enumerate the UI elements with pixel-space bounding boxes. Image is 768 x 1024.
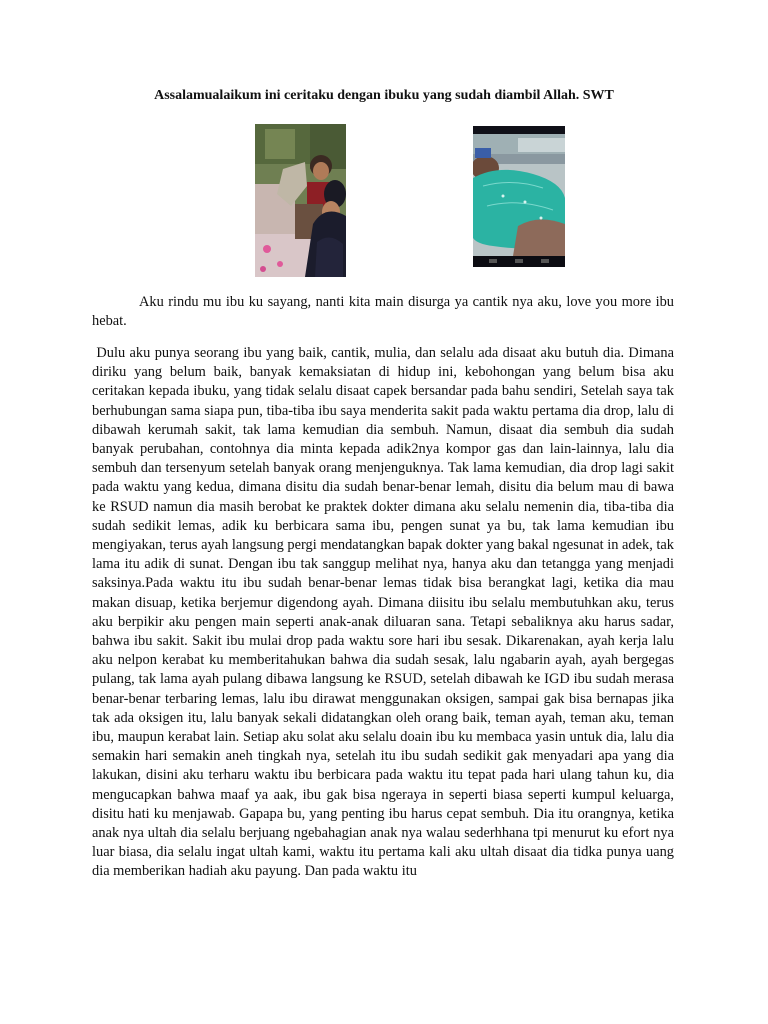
page-title: Assalamualaikum ini ceritaku dengan ibuku yang sudah diambil Allah. SWT [154,88,614,103]
photo-mother-hospital [473,126,565,267]
photo-icon [473,126,565,267]
photo-selfie-outdoors [255,124,346,277]
photo-icon [255,124,346,277]
paragraph-intro: Aku rindu mu ibu ku sayang, nanti kita main disurga ya cantik nya aku, love you more ibu hebat. [92,294,674,330]
paragraph-story: Dulu aku punya seorang ibu yang baik, cantik, mulia, dan selalu ada disaat aku butuh dia. Dimana diriku yang belum baik, banyak kemaksiatan di hidup ini, kebohongan yang belum bisa aku ceritakan kepada ibuku, yang tidak selalu disaat capek bersandar pada bahu sendiri, Setelah saya tak berhubungan sama siapa pun, tiba-tiba ibu saya menderita sakit pada waktu pertama dia drop, lalu di dibawah kerumah sakit, tak lama kemudian dia sembuh. Namun, disaat dia sembuh dia sudah banyak perubahan, contohnya dia minta kepada adik2nya kompor gas dan lain-lainnya, lalu dia sembuh dan tersenyum setelah banyak orang menjenguknya. Tak lama kemudian, dia drop lagi sakit pada waktu yang kedua, dimana disitu dia sudah benar-benar lemah, disitu dia belum mau di bawa ke RSUD namun dia masih berobat ke praktek dokter dimana aku selalu nemenin dia, tiba-tiba dia sudah sedikit lemas, adik ku berbicara sama ibu, pengen sunat ya bu, tak lama kemudian ibu mengiyakan, terus ayah langsung pergi mendatangkan bapak dokter yang bakal ngesunat in adek, tak lama itu adik di sunat. Dengan ibu tak sanggup melihat nya, hanya aku dan tetangga yang menjadi saksinya.Pada waktu itu ibu sudah benar-benar lemas tidak bisa berangkat lagi, ketika dia mau makan disuap, ketika berjemur digendong ayah. Dimana diisitu ibu selalu membutuhkan aku, terus aku berpikir aku pengen main seperti anak-anak diluaran sana. Tetapi sebaliknya aku harus sadar, bahwa ibu sakit. Sakit ibu mulai drop pada waktu sore hari ibu sesak. Dikarenakan, ayah kerja lalu aku nelpon kerabat ku memberitahukan bahwa dia sudah sesak, lalu ngabarin ayah, ayah bergegas pulang, tak lama ayah pulang dibawa langsung ke RSUD, setelah dibawah ke IGD ibu sudah merasa benar-benar terbaring lemas, lalu ibu dirawat menggunakan oksigen, sampai gak bisa bernapas jika tak ada oksigen itu, lalu banyak sekali didatangkan oleh orang baik, teman ayah, teman aku, teman ibu, maupun kerabat lain. Setiap aku solat aku selalu doain ibu ku membaca yasin untuk dia, lalu dia semakin hari semakin aneh tingkah nya, setelah itu ibu sudah sedikit gak menyadari apa yang dia lakukan, disini aku terharu waktu ibu berbicara pada waktu itu tepat pada hari ulang tahun ku, dia mengucapkan bahwa maaf ya aak, ibu gak bisa ngeraya in seperti biasa seperti kumpul keluarga, disitu hati ku menjawab. Gapapa bu, yang penting ibu harus cepat sembuh. Dia itu orangnya, ketika anak nya ultah dia selalu berjuang ngebahagian anak nya walau sederhhana tpi menurut ku efort nya luar biasa, dia selalu ingat ultah kami, waktu itu pertama kali aku ultah disaat dia tidka punya uang dia memberikan hadiah aku payung. Dan pada waktu itu [92,345,674,880]
